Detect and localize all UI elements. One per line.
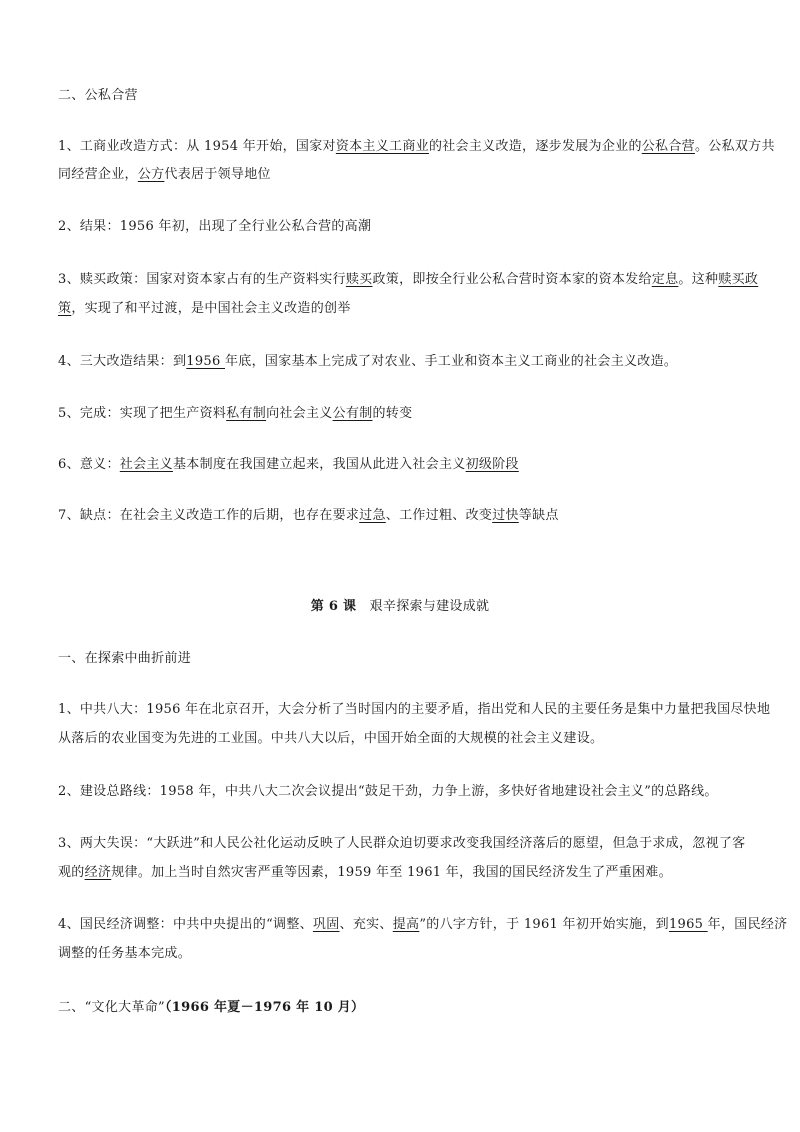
underlined-term: 资本主义工商业	[335, 139, 429, 154]
underlined-term: 过急	[359, 508, 386, 523]
paragraph-3-line-2: 策，实现了和平过渡，是中国社会主义改造的创举	[58, 301, 351, 316]
s2-paragraph-1-line-2: 从落后的农业国变为先进的工业国。中共八大以后，中国开始全面的大规模的社会主义建设。	[58, 731, 604, 746]
paragraph-5: 5、完成：实现了把生产资料私有制向社会主义公有制的转变	[58, 406, 413, 421]
underlined-term: 1965	[668, 917, 708, 932]
underlined-term: 社会主义	[119, 457, 173, 472]
section-heading-tansuo: 一、在探索中曲折前进	[58, 651, 192, 666]
underlined-term: 1956	[186, 354, 225, 369]
underlined-term: 公方	[137, 167, 165, 182]
paragraph-1-line-2: 同经营企业，公方代表居于领导地位	[58, 167, 271, 182]
s2-paragraph-4-line-2: 调整的任务基本完成。	[58, 946, 192, 961]
s2-paragraph-3-line-1: 3、两大失误：“大跃进”和人民公社化运动反映了人民群众迫切要求改变我国经济落后的愿望，但急于求成，忽视了客	[58, 836, 746, 851]
paragraph-7: 7、缺点：在社会主义改造工作的后期，也存在要求过急、工作过粗、改变过快等缺点	[58, 508, 559, 523]
paragraph-1-line-1: 1、工商业改造方式：从 1954 年开始，国家对资本主义工商业的社会主义改造，逐步发展为企业的公私合营。公私双方共	[58, 139, 775, 154]
s2-paragraph-4-line-1: 4、国民经济调整：中共中央提出的“调整、巩固、充实、提高”的八字方针，于 1961 年初开始实施，到1965 年，国民经济	[58, 917, 788, 932]
underlined-term: 巩固	[312, 917, 340, 932]
underlined-term: 赎买政	[718, 272, 759, 287]
section-heading-gongsi-heying: 二、公私合营	[58, 88, 138, 103]
paragraph-2: 2、结果：1956 年初，出现了全行业公私合营的高潮	[58, 219, 372, 234]
paragraph-6: 6、意义：社会主义基本制度在我国建立起来，我国从此进入社会主义初级阶段	[58, 457, 519, 472]
lesson-name: 艰辛探索与建设成就	[369, 599, 490, 614]
s2-paragraph-3-line-2: 观的经济规律。加上当时自然灾害严重等因素，1959 年至 1961 年，我国的国民经济发生了严重困难。	[58, 865, 672, 880]
underlined-term: 公有制	[332, 406, 373, 421]
lesson-title	[0, 594, 800, 620]
s2-paragraph-1-line-1: 1、中共八大：1956 年在北京召开，大会分析了当时国内的主要矛盾，指出党和人民的主要任务是集中力量把我国尽快地	[58, 702, 771, 717]
underlined-term: 经济	[84, 865, 112, 880]
underlined-term: 过快	[492, 508, 519, 523]
section-heading-wenge: 二、“文化大革命”（1966 年夏－1976 年 10 月）	[58, 1000, 365, 1015]
lesson-number: 第 6 课	[310, 599, 357, 614]
underlined-term: 赎买	[345, 272, 373, 287]
paragraph-3-line-1: 3、赎买政策：国家对资本家占有的生产资料实行赎买政策，即按全行业公私合营时资本家的资本发给定息。这种赎买政	[58, 272, 759, 287]
paragraph-4: 4、三大改造结果：到1956 年底，国家基本上完成了对农业、手工业和资本主义工商业的社会主义改造。	[58, 354, 678, 369]
underlined-term: 公私合营	[641, 139, 695, 154]
underlined-term: 定息	[651, 272, 679, 287]
s2-paragraph-2: 2、建设总路线：1958 年，中共八大二次会议提出“鼓足干劲，力争上游，多快好省地建设社会主义”的总路线。	[58, 784, 718, 799]
underlined-term: 策	[58, 301, 72, 316]
underlined-term: 提高	[392, 917, 420, 932]
underlined-term: 初级阶段	[465, 457, 519, 472]
underlined-term: 私有制	[226, 406, 267, 421]
